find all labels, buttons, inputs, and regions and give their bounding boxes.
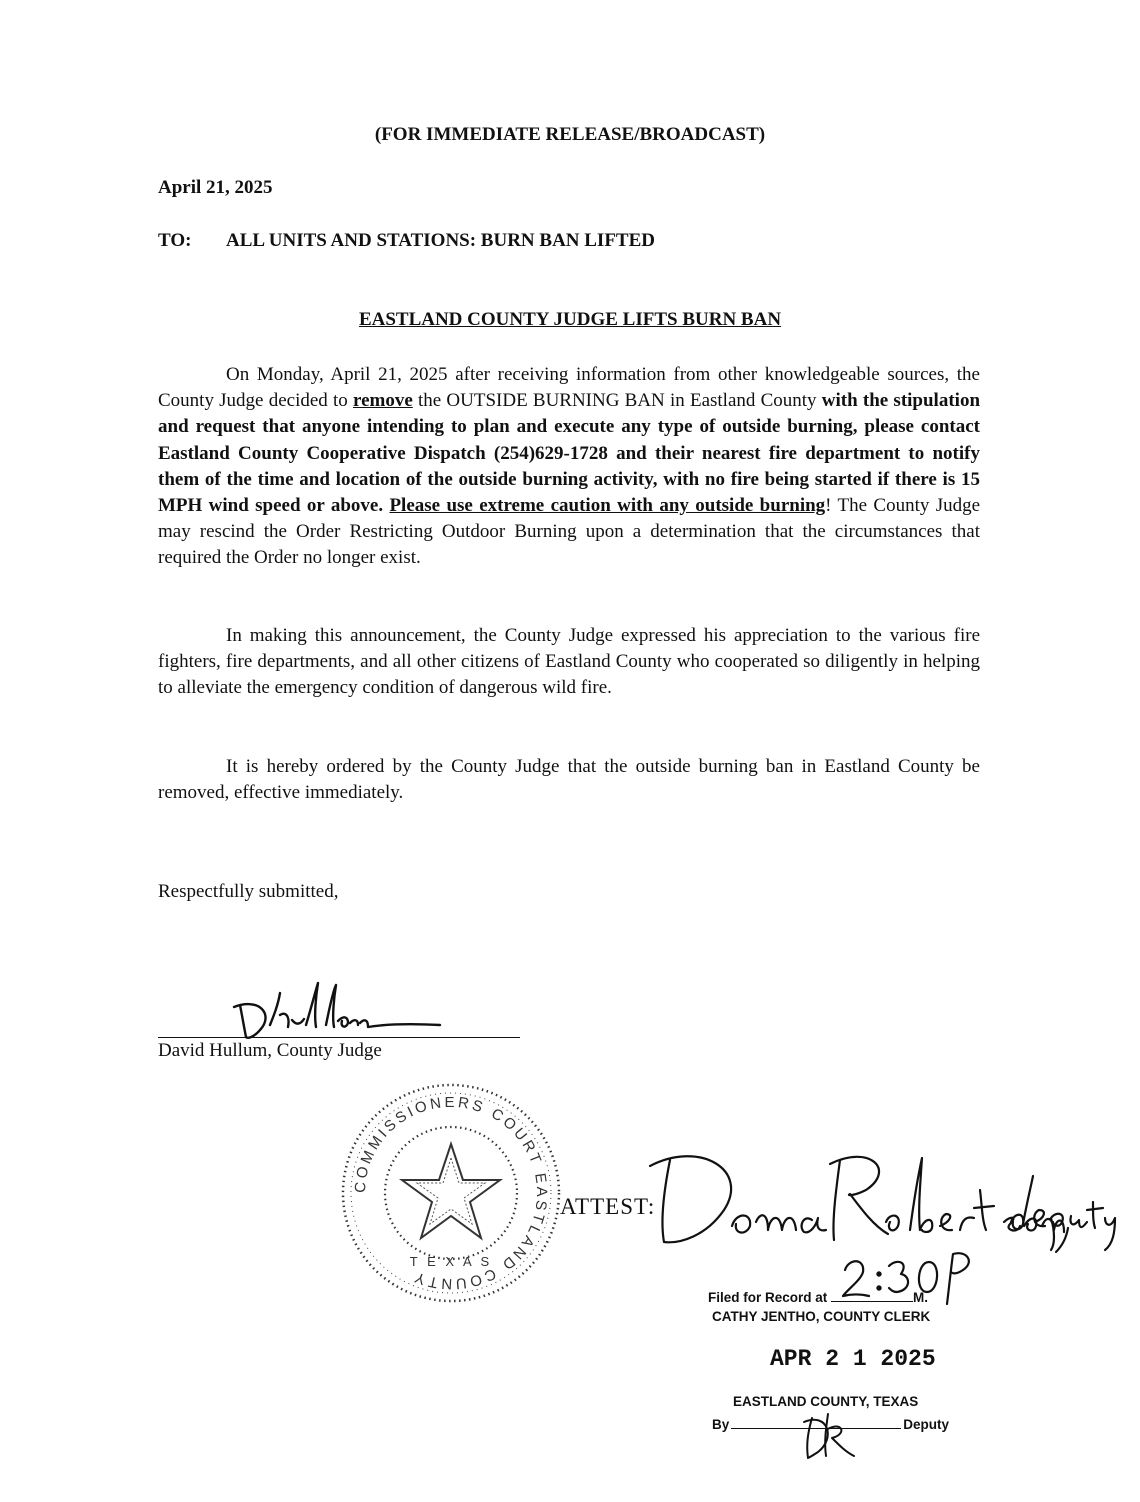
- headline: EASTLAND COUNTY JUDGE LIFTS BURN BAN: [358, 309, 782, 330]
- to-line: [158, 230, 655, 252]
- filed-m-suffix: M.: [913, 1290, 929, 1305]
- deputy-label: Deputy: [903, 1417, 950, 1432]
- closing: Respectfully submitted,: [158, 881, 339, 902]
- attest-label: ATTEST:: [560, 1194, 656, 1219]
- p1-caution: Please use extreme caution with any outside burning: [389, 495, 826, 517]
- deputy-handwriting: [1005, 1162, 1125, 1252]
- filed-time-handwriting: [835, 1248, 985, 1308]
- p1-text-a: On Monday, April 21, 2025 after receiving information from other knowledgeable sources, the County Judge decided to: [158, 364, 980, 412]
- county-clerk: CATHY JENTHO, COUNTY CLERK: [712, 1309, 931, 1324]
- paragraph-3: [158, 754, 980, 806]
- deputy-initials: [792, 1408, 862, 1468]
- signer-name: David Hullum, County Judge: [158, 1040, 382, 1061]
- county-seal: [336, 1078, 566, 1308]
- p1-remove: remove: [352, 390, 413, 412]
- filed-for-record-label: Filed for Record at: [708, 1290, 828, 1305]
- p1-bold-text: with the stipulation and request that anyone intending to plan and execute any type of outside burning, please contact Eastland County Cooperative Dispatch (254)629-1728 and their nearest fire department to notify them of the time and location of the outside burning activity, with no fire being started if there is 15 MPH wind speed or above.: [158, 390, 981, 517]
- to-value: ALL UNITS AND STATIONS: BURN BAN LIFTED: [226, 230, 656, 251]
- paragraph-2: [158, 623, 980, 702]
- release-heading: (FOR IMMEDIATE RELEASE/BROADCAST): [374, 124, 766, 145]
- attest-signature-suffix: [1005, 1162, 1125, 1257]
- seal-star-letters: T E X A S: [409, 1254, 493, 1269]
- to-label: TO:: [158, 230, 192, 251]
- filing-stamp-date: APR 2 1 2025: [770, 1346, 936, 1372]
- p1-text-b: the OUTSIDE BURNING BAN in Eastland County: [412, 390, 822, 412]
- p2-text: In making this announcement, the County Judge expressed his appreciation to the various fire fighters, fire departments, and all other citizens of Eastland County who cooperated so diligently in helping to alleviate the emergency condition of dangerous wild fire.: [158, 625, 980, 699]
- release-date: April 21, 2025: [158, 177, 273, 198]
- county-state: EASTLAND COUNTY, TEXAS: [733, 1394, 919, 1409]
- p1-text-c: ! The County Judge may rescind the Order Restricting Outdoor Burning upon a determination that the circumstances that required the Order no longer exist.: [158, 495, 981, 569]
- signature-line: [158, 1037, 520, 1038]
- seal-text: COMMISSIONERS COURT EASTLAND COUNTY: [351, 1093, 551, 1293]
- p3-text: It is hereby ordered by the County Judge that the outside burning ban in Eastland County be removed, effective immediately.: [158, 756, 980, 804]
- by-label: By: [712, 1417, 730, 1432]
- paragraph-1: [158, 362, 980, 572]
